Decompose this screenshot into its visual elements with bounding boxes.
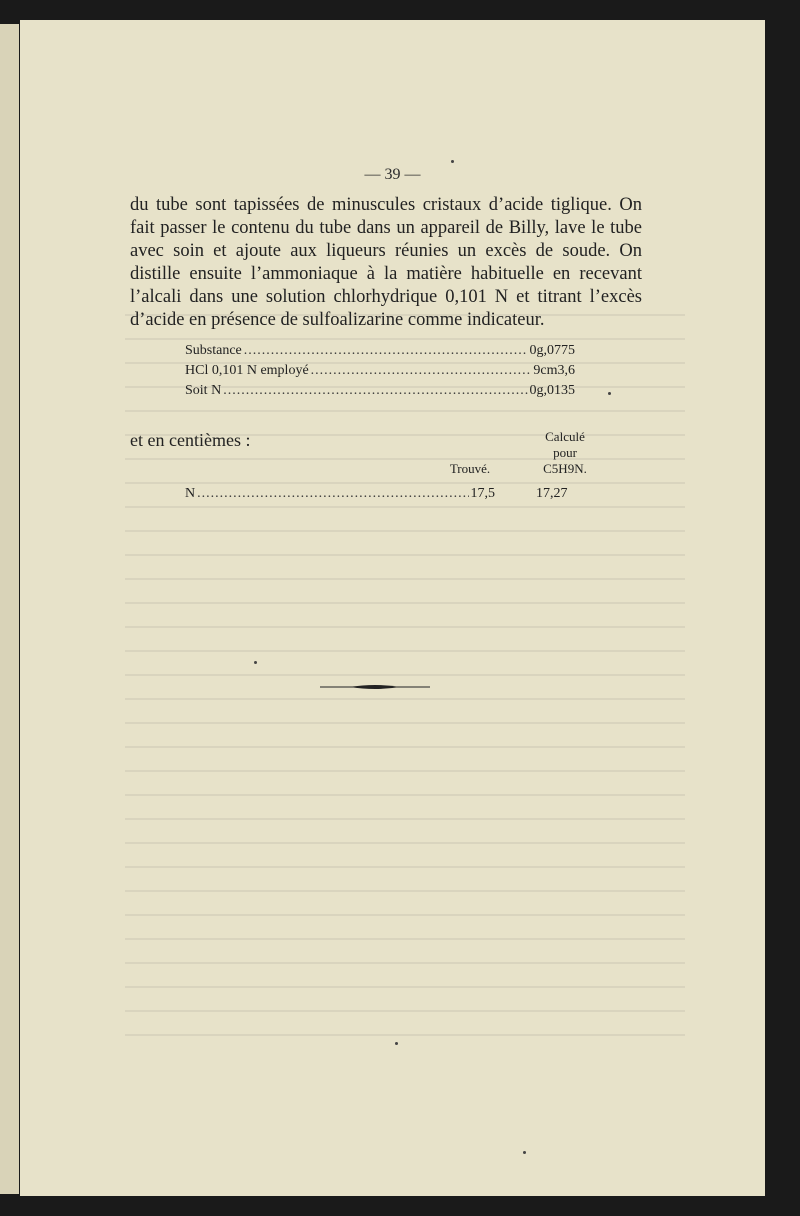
header-found: Trouvé. bbox=[449, 461, 491, 476]
section-divider-ornament bbox=[320, 683, 430, 691]
measurement-label: Soit N bbox=[185, 383, 222, 398]
leader-dots bbox=[311, 363, 532, 379]
leader-dots bbox=[223, 383, 527, 399]
result-found: 17,5 bbox=[470, 486, 495, 501]
bleed-through-text bbox=[125, 300, 685, 1040]
header-pour: pour bbox=[553, 445, 577, 460]
measurement-value: 0g,0775 bbox=[529, 343, 575, 358]
header-calculated: Calculé bbox=[545, 429, 585, 444]
paragraph-text: du tube sont tapissées de minuscules cristaux d’acide tiglique. On fait passer le contenu du tube dans un appareil de Billy, lave le tube avec soin et ajoute aux liqueurs réunies un excès de soude. On distille ensuite l’ammoniaque à la matière habituelle en recevant l’alcali dans une solution chlorhydrique 0,101 N et titrant l’excès d’acide en présence de sulfoalizarine comme indicateur. bbox=[130, 195, 642, 330]
page-number: — 39 — bbox=[364, 166, 421, 183]
paper-speck bbox=[451, 160, 454, 163]
body-paragraph bbox=[130, 194, 642, 332]
centiemes-label: et en centièmes : bbox=[130, 430, 251, 450]
measurement-value: 9cm3,6 bbox=[533, 363, 575, 378]
paper-speck bbox=[395, 1042, 398, 1045]
book-page bbox=[20, 20, 765, 1196]
measurement-value: 0g,0135 bbox=[529, 383, 575, 398]
paper-speck bbox=[254, 661, 257, 664]
leader-dots bbox=[197, 486, 468, 502]
measurement-label: HCl 0,101 N employé bbox=[185, 363, 309, 378]
result-label: N bbox=[185, 486, 196, 501]
header-formula: C5H9N. bbox=[543, 461, 587, 476]
measurement-row-substance bbox=[185, 343, 575, 359]
result-calculated-cell bbox=[536, 486, 596, 502]
paper-speck bbox=[608, 392, 611, 395]
measurement-row-nitrogen bbox=[185, 383, 575, 399]
paper-speck bbox=[523, 1151, 526, 1154]
leader-dots bbox=[244, 343, 528, 359]
measurement-row-hcl bbox=[185, 363, 575, 379]
result-calculated: 17,27 bbox=[536, 486, 568, 501]
measurement-label: Substance bbox=[185, 343, 242, 358]
facing-page-edge bbox=[0, 24, 19, 1194]
result-row-n bbox=[185, 486, 495, 502]
